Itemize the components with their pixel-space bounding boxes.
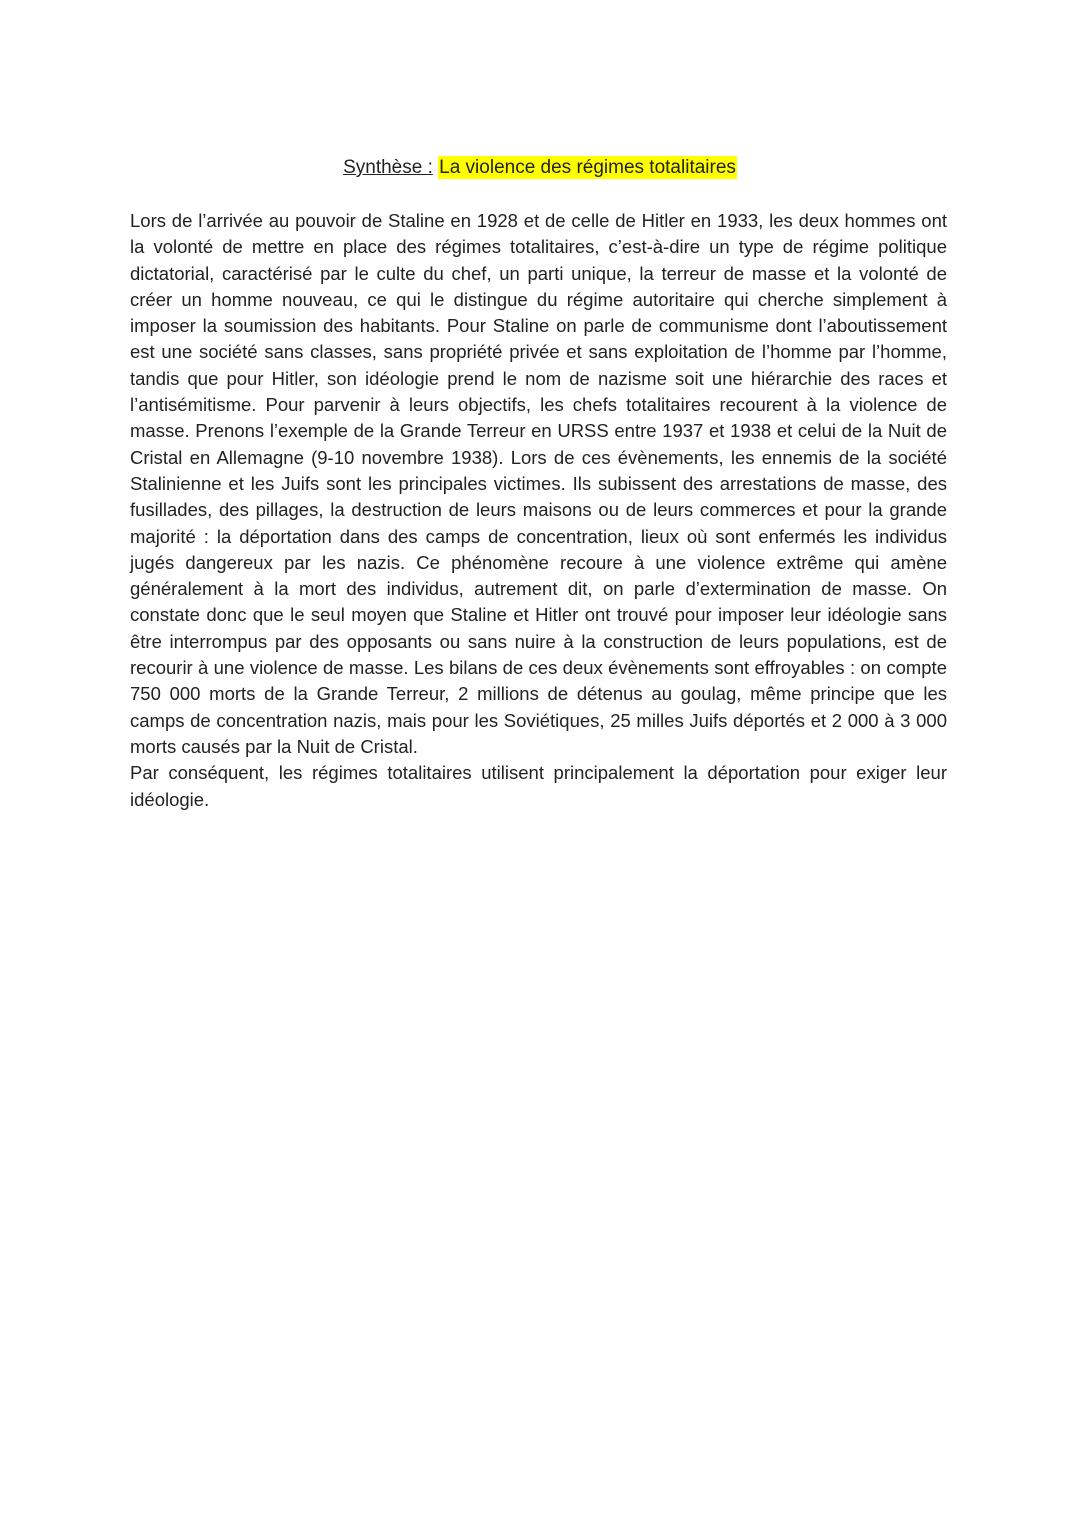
title-highlight: La violence des régimes totalitaires — [439, 157, 736, 178]
paragraph-main: Lors de l’arrivée au pouvoir de Staline en 1928 et de celle de Hitler en 1933, les deux hommes ont la volonté de mettre en place des régimes totalitaires, c’est-à-dire un type de régime politique dictatorial, caractérisé par le culte du chef, un parti unique, la terreur de masse et la volonté de créer un homme nouveau, ce qui le distingue du régime autoritaire qui cherche simplement à imposer la soumission des habitants. Pour Staline on parle de communisme dont l’aboutissement est une société sans classes, sans propriété privée et sans exploitation de l’homme par l’homme, tandis que pour Hitler, son idéologie prend le nom de nazisme soit une hiérarchie des races et l’antisémitisme. Pour parvenir à leurs objectifs, les chefs totalitaires recourent à la violence de masse. Prenons l’exemple de la Grande Terreur en URSS entre 1937 et 1938 et celui de la Nuit de Cristal en Allemagne (9-10 novembre 1938). Lors de ces évènements, les ennemis de la société Stalinienne et les Juifs sont les principales victimes. Ils subissent des arrestations de masse, des fusillades, des pillages, la destruction de leurs maisons ou de leurs commerces et pour la grande majorité : la déportation dans des camps de concentration, lieux où sont enfermés les individus jugés dangereux par les nazis. Ce phénomène recoure à une violence extrême qui amène généralement à la mort des individus, autrement dit, on parle d’extermination de masse. On constate donc que le seul moyen que Staline et Hitler ont trouvé pour imposer leur idéologie sans être interrompus par des opposants ou sans nuire à la construction de leurs populations, est de recourir à une violence de masse. Les bilans de ces deux évènements sont effroyables : on compte 750 000 morts de la Grande Terreur, 2 millions de détenus au goulag, même principe que les camps de concentration nazis, mais pour les Soviétiques, 25 milles Juifs déportés et 2 000 à 3 000 morts causés par la Nuit de Cristal. — [130, 210, 947, 757]
title-label: Synthèse : — [343, 157, 433, 178]
document-title — [0, 154, 1080, 182]
paragraph-conclusion: Par conséquent, les régimes totalitaires utilisent principalement la déportation pour exiger leur idéologie. — [130, 762, 947, 810]
document-body — [130, 208, 947, 813]
